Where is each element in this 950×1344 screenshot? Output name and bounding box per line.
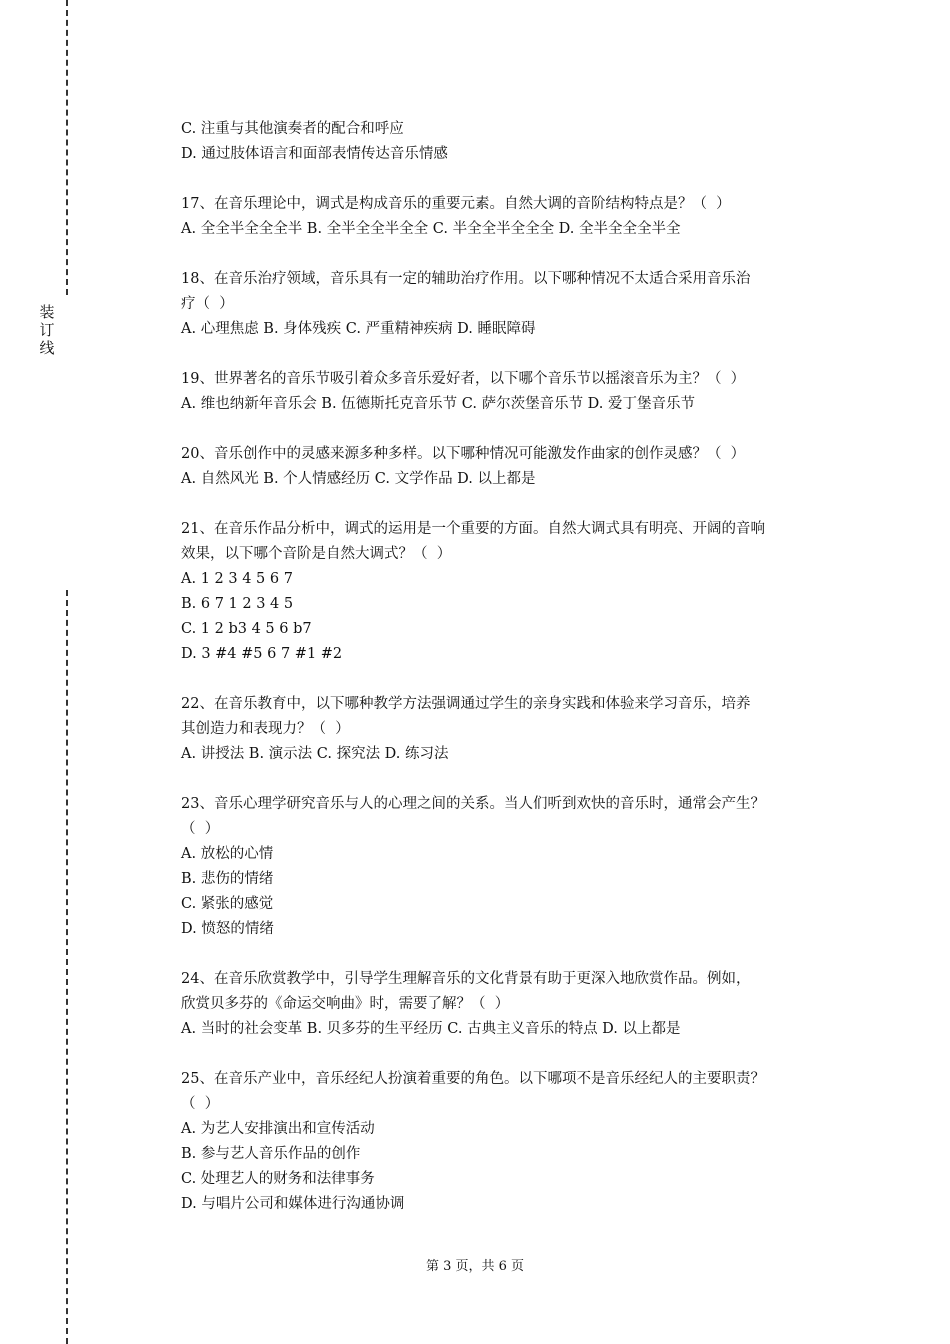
question-line: D. 通过肢体语言和面部表情传达音乐情感 [181,146,448,162]
question-line: 19、世界著名的音乐节吸引着众多音乐爱好者，以下哪个音乐节以摇滚音乐为主？（ ） [181,371,746,387]
question-line: 其创造力和表现力？（ ） [181,721,350,737]
question-block [181,792,853,942]
question-block [181,442,853,492]
question-block [181,117,853,167]
question-line: A. 全全半全全全半 B. 全半全全半全全 C. 半全全半全全全 D. 全半全全全半全 [181,221,681,237]
question-line: B. 参与艺人音乐作品的创作 [181,1146,361,1162]
question-line: D. 愤怒的情绪 [181,921,274,937]
binding-line-bottom [66,590,68,1344]
question-line: C. 注重与其他演奏者的配合和呼应 [181,121,404,137]
question-line: 21、在音乐作品分析中，调式的运用是一个重要的方面。自然大调式具有明亮、开阔的音响 [181,521,765,537]
question-line: B. 6 7 1 2 3 4 5 [181,596,294,612]
question-line: A. 讲授法 B. 演示法 C. 探究法 D. 练习法 [181,746,449,762]
question-block [181,367,853,417]
question-line: A. 放松的心情 [181,846,274,862]
question-line: 欣赏贝多芬的《命运交响曲》时，需要了解？（ ） [181,996,510,1012]
question-block [181,692,853,767]
question-line: A. 为艺人安排演出和宣传活动 [181,1121,375,1137]
question-line: D. 3 #4 #5 6 7 #1 #2 [181,646,343,662]
question-line: A. 当时的社会变革 B. 贝多芬的生平经历 C. 古典主义音乐的特点 D. 以上都是 [181,1021,681,1037]
binding-label [38,303,56,357]
question-block [181,267,853,342]
question-line: 23、音乐心理学研究音乐与人的心理之间的关系。当人们听到欢快的音乐时，通常会产生？ [181,796,765,812]
binding-label-char: 订 [39,321,55,339]
question-line: 22、在音乐教育中，以下哪种教学方法强调通过学生的亲身实践和体验来学习音乐，培养 [181,696,751,712]
question-line: C. 处理艺人的财务和法律事务 [181,1171,375,1187]
question-line: C. 1 2 b3 4 5 6 b7 [181,621,312,637]
question-block [181,1067,853,1217]
question-line: A. 心理焦虑 B. 身体残疾 C. 严重精神疾病 D. 睡眠障碍 [181,321,536,337]
question-line: A. 1 2 3 4 5 6 7 [181,571,293,587]
question-line: 25、在音乐产业中，音乐经纪人扮演着重要的角色。以下哪项不是音乐经纪人的主要职责？ [181,1071,765,1087]
question-line: A. 自然风光 B. 个人情感经历 C. 文学作品 D. 以上都是 [181,471,536,487]
question-block [181,517,853,667]
question-line: A. 维也纳新年音乐会 B. 伍德斯托克音乐节 C. 萨尔茨堡音乐节 D. 爱丁堡音乐节 [181,396,696,412]
question-line: （ ） [181,821,220,837]
question-line: 效果，以下哪个音阶是自然大调式？（ ） [181,546,452,562]
question-line: B. 悲伤的情绪 [181,871,274,887]
binding-line-top [66,0,68,295]
question-block [181,967,853,1042]
question-line: 17、在音乐理论中，调式是构成音乐的重要元素。自然大调的音阶结构特点是？（ ） [181,196,731,212]
question-line: D. 与唱片公司和媒体进行沟通协调 [181,1196,405,1212]
question-line: 24、在音乐欣赏教学中，引导学生理解音乐的文化背景有助于更深入地欣赏作品。例如， [181,971,751,987]
binding-label-char: 装 [39,303,55,321]
question-line: C. 紧张的感觉 [181,896,274,912]
question-line: （ ） [181,1096,220,1112]
question-block [181,192,853,242]
question-line: 20、音乐创作中的灵感来源多种多样。以下哪种情况可能激发作曲家的创作灵感？（ ） [181,446,746,462]
page-number: 第 3 页，共 6 页 [425,1259,525,1274]
question-line: 疗（ ） [181,296,234,312]
question-list [181,117,853,1217]
question-line: 18、在音乐治疗领域，音乐具有一定的辅助治疗作用。以下哪种情况不太适合采用音乐治 [181,271,751,287]
binding-label-char: 线 [39,339,55,357]
